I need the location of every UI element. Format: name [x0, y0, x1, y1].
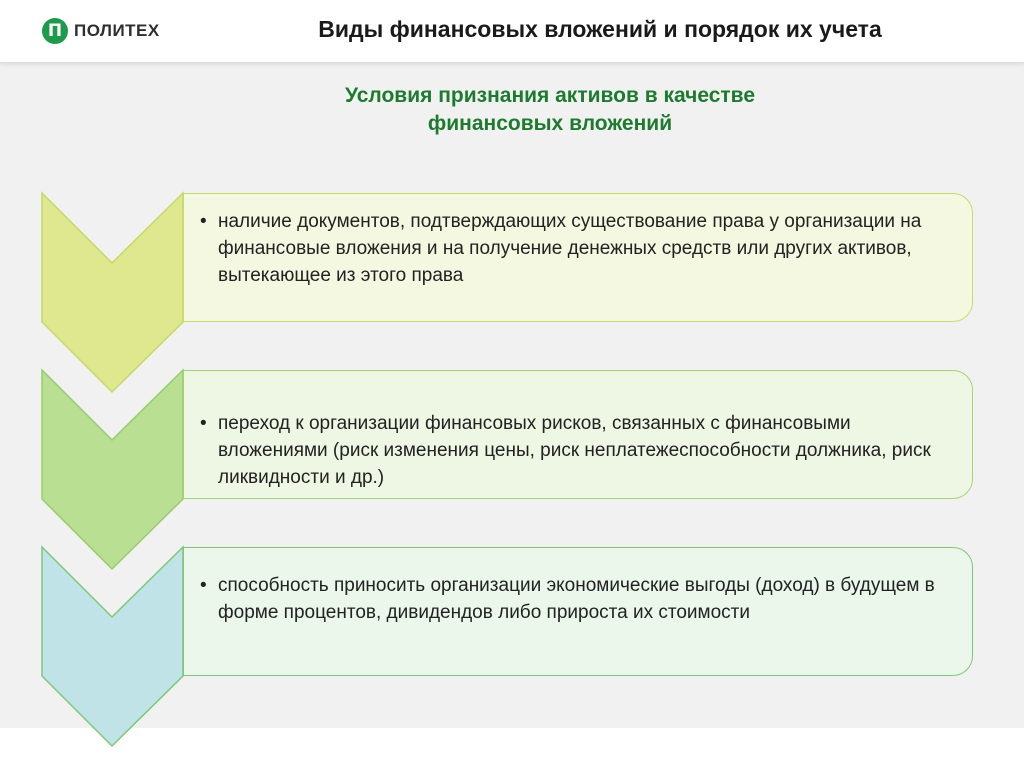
- condition-box-1: [183, 193, 973, 322]
- subtitle-line-1: Условия признания активов в качестве: [345, 84, 755, 107]
- page-title: Виды финансовых вложений и порядок их учета: [318, 16, 882, 42]
- logo-mark-icon: П: [42, 18, 68, 44]
- chevron-3: [42, 547, 183, 746]
- header-bar: [0, 0, 1024, 63]
- bullet-2: •: [200, 413, 207, 434]
- subtitle-line-2: финансовых вложений: [427, 112, 673, 135]
- bullet-3: •: [200, 575, 207, 596]
- logo: [42, 16, 160, 46]
- condition-text-1: наличие документов, подтверждающих существование права у организации на финансовые вложения и на получение денежных средств или других активов, вытекающее из этого права: [218, 211, 922, 286]
- condition-box-2: [183, 370, 973, 499]
- condition-text-2: переход к организации финансовых рисков, связанных с финансовыми вложениями (риск изменения цены, риск неплатежеспособности должника, риск ликвидности и др.): [218, 413, 931, 488]
- chevron-1: [42, 193, 183, 392]
- logo-text: ПОЛИТЕХ: [74, 21, 160, 40]
- condition-text-3: способность приносить организации экономические выгоды (доход) в будущем в форме процентов, дивидендов либо прироста их стоимости: [218, 575, 935, 623]
- bullet-1: •: [200, 211, 207, 232]
- chevron-2: [42, 370, 183, 569]
- condition-box-3: [183, 547, 973, 676]
